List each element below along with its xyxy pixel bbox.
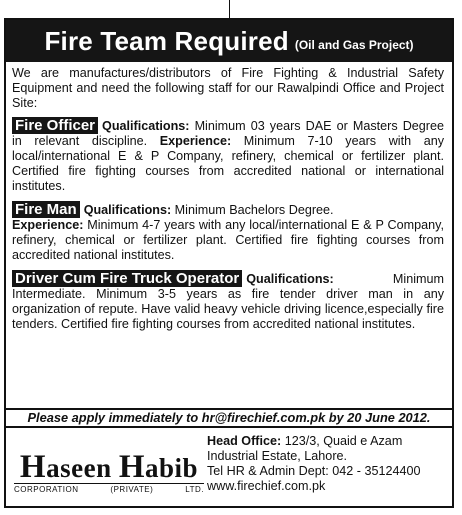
position-title: Fire Officer — [12, 117, 98, 134]
qualifications-text: Minimum Intermediate. Minimum 3-5 years as fire tender driver man in any organization of repute. Have valid heavy vehicle driving licence,especially fire tenders. Certified fire fighting courses from accredited national institutes. — [12, 272, 444, 331]
ad-subtitle: (Oil and Gas Project) — [294, 38, 414, 52]
position-driver — [12, 270, 444, 332]
top-guide-line — [229, 0, 230, 18]
qualifications-text: Minimum 03 years DAE or Masters Degree in relevant discipline. — [12, 119, 444, 148]
company-logo — [14, 449, 204, 502]
qualifications-label: Qualifications: — [246, 272, 334, 286]
position-title: Driver Cum Fire Truck Operator — [12, 270, 242, 287]
experience-text: Minimum 7-10 years with any local/international E & P Company, refinery, chemical or fertilizer plant. Certified fire fighting courses from accredited national or international institutes. — [12, 134, 445, 193]
intro-text: We are manufactures/distributors of Fire Fighting & Industrial Safety Equipment and need the following staff for our Rawalpindi Office and Project Site: — [12, 66, 444, 110]
ad-title: Fire Team Required — [44, 25, 289, 56]
logo-corporation-line: CORPORATION (PRIVATE) LTD. — [14, 485, 204, 494]
address-line-2: Industrial Estate, Lahore. — [207, 449, 348, 463]
telephone: Tel HR & Admin Dept: 042 - 35124400 — [207, 464, 421, 478]
qualifications-label: Qualifications: — [102, 119, 190, 133]
experience-text: Minimum 4-7 years with any local/international E & P Company, refinery, chemical or fertilizer plant. Certified fire fighting courses from accredited national institutes. — [12, 218, 445, 262]
position-title: Fire Man — [12, 201, 80, 218]
experience-label: Experience: — [159, 134, 232, 148]
address-line-1: 123/3, Quaid e Azam — [284, 434, 403, 448]
ad-body — [12, 66, 444, 339]
head-office-label: Head Office: — [207, 434, 282, 448]
position-fire-officer — [12, 117, 444, 194]
website: www.firechief.com.pk — [207, 479, 326, 493]
qualifications-text: Minimum Bachelors Degree. — [174, 203, 334, 217]
ad-header — [6, 20, 452, 62]
logo-wordmark: Haseen Habib — [19, 449, 199, 485]
qualifications-label: Qualifications: — [83, 203, 172, 217]
contact-block — [207, 434, 447, 494]
position-fire-man — [12, 201, 444, 263]
experience-label: Experience: — [12, 218, 84, 232]
apply-instruction: Please apply immediately to hr@firechief.com.pk by 20 June 2012. — [6, 408, 452, 428]
